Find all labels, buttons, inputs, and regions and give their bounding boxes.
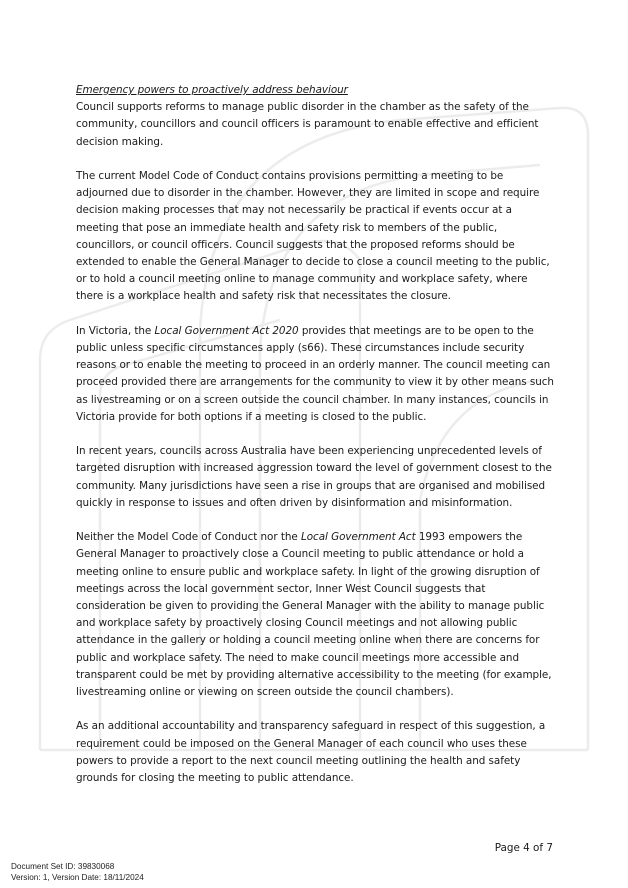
paragraph-text: As an additional accountability and transparency safeguard in respect of this suggestion, a requirement could be imposed on the General Manager of each council who uses these powers to provide a report to the next council meeting outlining the health and safety grounds for closing the meeting to public attendance. (76, 720, 546, 785)
act-title: Local Government Act 2020 (154, 324, 299, 337)
document-body (76, 82, 556, 804)
section-heading: Emergency powers to proactively address behaviour (76, 84, 348, 96)
page-number: Page 4 of 7 (494, 842, 553, 854)
paragraph (76, 529, 556, 701)
document-set-id: Document Set ID: 39830068 (11, 862, 115, 871)
paragraph-text: The current Model Code of Conduct contains provisions permitting a meeting to be adjourned due to disorder in the chamber. However, they are limited in scope and require decision making processes that may not necessarily be practical if events occur at a meeting that pose an immediate health and safety risk to members of the public, councillors, or council officers. Council suggests that the proposed reforms should be extended to enable the General Manager to decide to close a council meeting to the public, or to hold a council meeting online to manage community and workplace safety, where there is a workplace health and safety risk that necessitates the closure. (76, 170, 550, 303)
paragraph-text: provides that meetings are to be open to the public unless specific circumstances apply (s66). These circumstances include security reasons or to enable the meeting to proceed in an orderly manner. The council meeting can proceed provided there are arrangements for the community to view it by other means such as livestreaming or on a screen outside the council chamber. In many instances, councils in Victoria provide for both options if a meeting is closed to the public. (76, 324, 554, 423)
paragraph (76, 99, 556, 151)
paragraph (76, 443, 556, 512)
paragraph (76, 718, 556, 787)
paragraph-text: In Victoria, the (76, 324, 155, 337)
paragraph-text: Neither the Model Code of Conduct nor the (76, 531, 301, 544)
act-title: Local Government Act (301, 531, 416, 544)
version-info: Version: 1, Version Date: 18/11/2024 (11, 872, 144, 882)
paragraph-text: In recent years, councils across Australia have been experiencing unprecedented levels of targeted disruption with increased aggression toward the level of government closest to the community. Many jurisdictions have seen a rise in groups that are organised and mobilised quickly in response to issues and often driven by disinformation and misinformation. (76, 445, 552, 509)
paragraph (76, 323, 556, 426)
document-metadata (11, 862, 144, 883)
paragraph-text: 1993 empowers the General Manager to proactively close a Council meeting to public attendance or hold a meeting online to ensure public and workplace safety. In light of the growing disruption of meetings across the local government sector, Inner West Council suggests that consideration be given to providing the General Manager with the ability to manage public and workplace safety by proactively closing Council meetings and not allowing public attendance in the gallery or holding a council meeting online when there are concerns for public and workplace safety. The need to make council meetings more accessible and transparent could be met by providing alternative accessibility to the meeting (for example, livestreaming online or viewing on screen outside the council chambers). (76, 531, 552, 699)
paragraph-text: Council supports reforms to manage public disorder in the chamber as the safety of the community, councillors and council officers is paramount to enable effective and efficient decision making. (76, 101, 539, 148)
paragraph (76, 168, 556, 306)
